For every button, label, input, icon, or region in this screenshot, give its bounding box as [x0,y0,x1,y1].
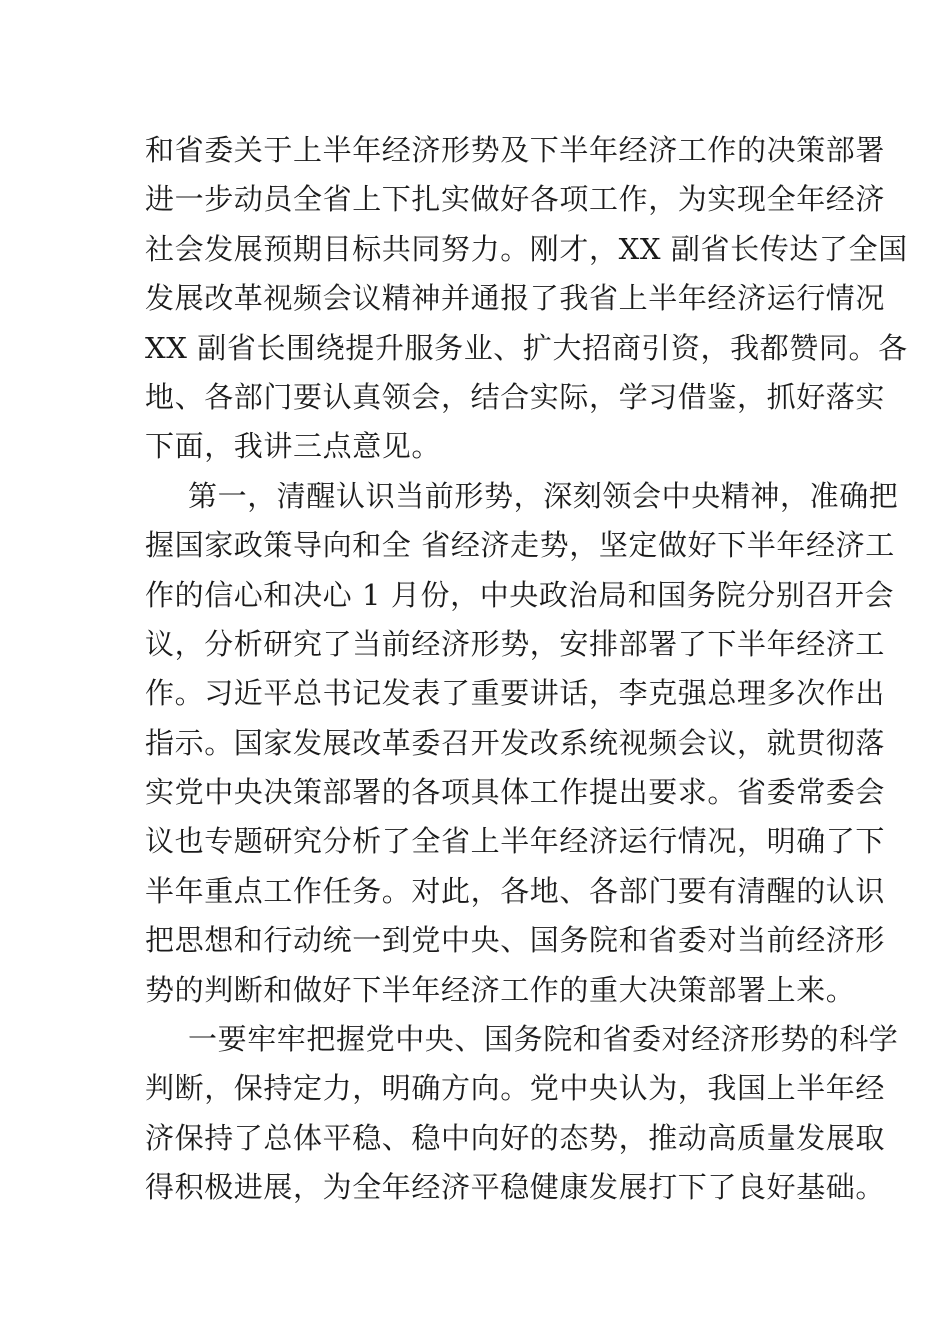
text-line: 议，分析研究了当前经济形势，安排部署了下半年经济工 [145,626,886,661]
text-line: 下面，我讲三点意见。 [145,429,442,464]
text-line: 议也专题研究分析了全省上半年经济运行情况，明确了下 [145,824,886,859]
text-line: 半年重点工作任务。对此，各地、各部门要有清醒的认识 [145,873,886,908]
text-line: XX 副省长围绕提升服务业、扩大招商引资，我都赞同。各 [145,330,908,365]
body-text [145,126,908,1213]
text-line: 作的信心和决心 1 月份，中央政治局和国务院分别召开会 [145,577,895,612]
paragraph-first-line: 第一，清醒认识当前形势，深刻领会中央精神，准确把 [188,478,899,513]
text-line: 实党中央决策部署的各项具体工作提出要求。省委常委会 [145,775,886,810]
paragraph-first-line: 一要牢牢把握党中央、国务院和省委对经济形势的科学 [188,1022,899,1057]
text-line: 济保持了总体平稳、稳中向好的态势，推动高质量发展取 [145,1120,886,1155]
text-line: 把思想和行动统一到党中央、国务院和省委对当前经济形 [145,923,886,958]
text-line: 发展改革视频会议精神并通报了我省上半年经济运行情况 [145,281,886,316]
text-line: 地、各部门要认真领会，结合实际，学习借鉴，抓好落实 [145,379,886,414]
text-line: 得积极进展，为全年经济平稳健康发展打下了良好基础。 [145,1170,886,1205]
text-line: 进一步动员全省上下扎实做好各项工作，为实现全年经济 [145,182,886,217]
text-line: 判断，保持定力，明确方向。党中央认为，我国上半年经 [145,1071,886,1106]
text-line: 指示。国家发展改革委召开发改系统视频会议，就贯彻落 [145,725,886,760]
text-line: 势的判断和做好下半年经济工作的重大决策部署上来。 [145,972,856,1007]
text-line: 作。习近平总书记发表了重要讲话，李克强总理多次作出 [145,676,886,711]
text-line: 社会发展预期目标共同努力。刚才，XX 副省长传达了全国 [145,231,908,266]
text-line: 和省委关于上半年经济形势及下半年经济工作的决策部署 [145,133,886,167]
text-line: 握国家政策导向和全 省经济走势，坚定做好下半年经济工 [145,528,895,563]
